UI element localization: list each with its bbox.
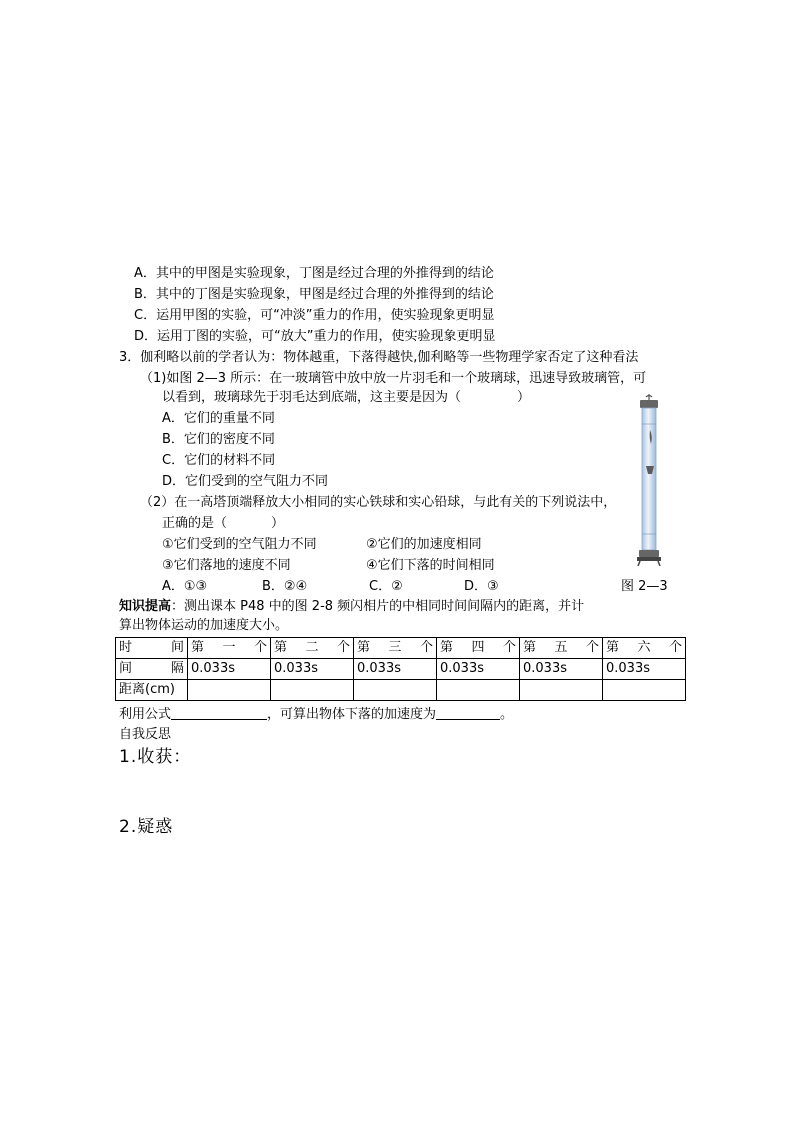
choice-a: A．①③ (162, 579, 208, 594)
statement-3: ③它们落地的速度不同 (162, 558, 291, 573)
choice-d: D．③ (464, 579, 499, 594)
interval-cell: 0.033s (188, 659, 271, 680)
table-row (116, 638, 686, 659)
formula-line (119, 705, 513, 724)
distance-input-cell[interactable] (354, 680, 437, 701)
interval-cell: 0.033s (520, 659, 603, 680)
column-header-1: 第 一 个 (188, 638, 271, 659)
knowledge-label: 知识提高 (119, 599, 172, 614)
time-label-cell: 时 间 (116, 638, 188, 659)
column-header-4: 第 四 个 (437, 638, 520, 659)
question-3-stem: 3．伽利略以前的学者认为：物体越重，下落得越快,伽利略等一些物理学家否定了这种看法 (119, 350, 639, 365)
part2-prompt: 正确的是（ (162, 516, 228, 531)
reflection-title: 自我反思 (119, 727, 172, 742)
part1-option-a: A．它们的重量不同 (162, 411, 275, 426)
reflection-gain: 1.收获： (119, 747, 192, 767)
formula-prefix: 利用公式 (119, 707, 172, 722)
formula-blank[interactable] (171, 705, 267, 720)
choice-b: B．②④ (262, 579, 308, 594)
interval-cell: 0.033s (271, 659, 354, 680)
option-d: D．运用丁图的实验，可“放大”重力的作用，使实验现象更明显 (134, 329, 496, 344)
knowledge-line1 (119, 598, 584, 616)
question-3-part1-line1: （1)如图 2—3 所示：在一玻璃管中放中放一片羽毛和一个玻璃球，迅速导致玻璃管，可 (140, 371, 647, 386)
option-c: C．运用甲图的实验，可“冲淡”重力的作用，使实验现象更明显 (134, 308, 495, 323)
reflection-doubt: 2.疑惑 (119, 817, 174, 837)
part1-option-d: D．它们受到的空气阻力不同 (162, 474, 329, 489)
distance-input-cell[interactable] (188, 680, 271, 701)
statement-2: ②它们的加速度相同 (366, 537, 482, 552)
part1-option-c: C．它们的材料不同 (162, 453, 276, 468)
knowledge-text: ：测出课本 P48 中的图 2-8 频闪相片的中相同时间间隔内的距离，并计 (171, 599, 585, 614)
figure-caption: 图 2—3 (621, 579, 668, 594)
question-3-part2-line1: （2）在一高塔顶端释放大小相同的实心铁球和实心铅球，与此有关的下列说法中， (140, 495, 617, 510)
part1-prompt: 以看到，玻璃球先于羽毛达到底端，这主要是因为（ (162, 390, 462, 405)
interval-label-cell: 间 隔 (116, 659, 188, 680)
acceleration-blank[interactable] (436, 705, 500, 720)
distance-label-cell: 距离(cm) (116, 680, 188, 701)
question-3-part1-line2 (162, 389, 530, 407)
column-header-5: 第 五 个 (520, 638, 603, 659)
column-header-6: 第 六 个 (603, 638, 686, 659)
part1-close-paren: ） (517, 390, 531, 405)
formula-middle: ，可算出物体下落的加速度为 (267, 707, 437, 722)
part2-close-paren: ） (271, 516, 285, 531)
option-a: A．其中的甲图是实验现象，丁图是经过合理的外推得到的结论 (134, 266, 494, 281)
distance-input-cell[interactable] (437, 680, 520, 701)
table-row (116, 659, 686, 680)
statement-4: ④它们下落的时间相同 (366, 558, 495, 573)
option-b: B．其中的丁图是实验现象，甲图是经过合理的外推得到的结论 (134, 287, 494, 302)
statement-1: ①它们受到的空气阻力不同 (162, 537, 317, 552)
glass-tube-figure (632, 394, 666, 566)
column-header-2: 第 二 个 (271, 638, 354, 659)
column-header-3: 第 三 个 (354, 638, 437, 659)
question-3-part2-line2 (162, 515, 284, 533)
knowledge-line2: 算出物体运动的加速度大小。 (119, 618, 289, 633)
measurement-table (115, 637, 686, 701)
formula-end: 。 (500, 707, 514, 722)
distance-input-cell[interactable] (603, 680, 686, 701)
table-row (116, 680, 686, 701)
distance-input-cell[interactable] (520, 680, 603, 701)
interval-cell: 0.033s (437, 659, 520, 680)
distance-input-cell[interactable] (271, 680, 354, 701)
interval-cell: 0.033s (354, 659, 437, 680)
choice-c: C．② (369, 579, 403, 594)
interval-cell: 0.033s (603, 659, 686, 680)
part1-option-b: B．它们的密度不同 (162, 432, 275, 447)
